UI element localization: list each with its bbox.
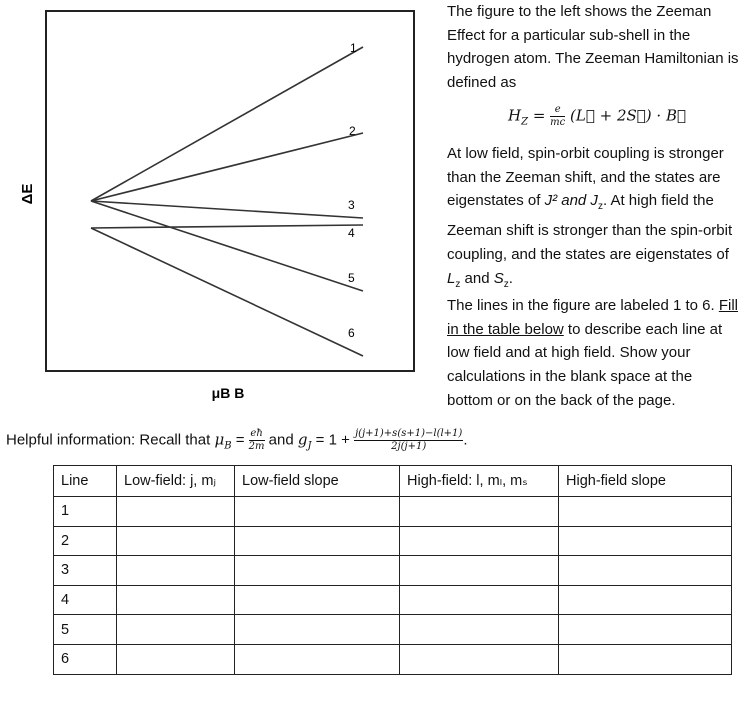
zeeman-line-2 [91, 133, 363, 201]
answer-cell[interactable] [117, 615, 235, 645]
answer-cell[interactable] [235, 526, 400, 556]
line-number-cell: 6 [54, 644, 117, 674]
helpful-and: and [264, 431, 298, 449]
zeeman-line-label-1: 1 [350, 41, 357, 55]
zeeman-hamiltonian: $H_Z$ = $\frac{e}{mc}$ (L⃗ + 2S⃗) · B⃗ [508, 104, 686, 128]
header-low-field-slope: Low-field slope [235, 466, 400, 497]
answer-cell[interactable] [235, 644, 400, 674]
p2-text-c: . At high field the Zeeman shift is stronger than the spin-orbit coupling, and the states are eigenstates of [447, 192, 733, 263]
zeeman-line-label-6: 6 [348, 326, 355, 340]
answer-cell[interactable] [559, 526, 732, 556]
answer-table [53, 465, 732, 675]
p2-and: and [460, 269, 494, 287]
zeeman-line-label-4: 4 [348, 226, 355, 240]
plot-frame [46, 11, 414, 371]
answer-cell[interactable] [400, 615, 559, 645]
answer-cell[interactable] [400, 526, 559, 556]
zeeman-line-label-5: 5 [348, 271, 355, 285]
p2-lz-subscript: z [455, 278, 461, 290]
zeeman-line-4 [91, 225, 363, 228]
instructions-paragraph [447, 294, 739, 413]
g-numerator: j(j+1)+s(s+1)−l(l+1) [355, 428, 463, 439]
line-number-cell: 1 [54, 497, 117, 527]
p3-text-b: to describe each line at low field and at high field. Show your calculations in the blank space at the bottom or on the back of the page. [447, 320, 723, 409]
g-symbol: g [297, 430, 308, 449]
zeeman-line-1 [91, 47, 363, 201]
g-subscript: J [307, 440, 312, 452]
table-header-row [54, 466, 732, 497]
answer-cell[interactable] [400, 497, 559, 527]
zeeman-line-label-2: 2 [349, 124, 356, 138]
line-number-cell: 5 [54, 615, 117, 645]
answer-cell[interactable] [117, 644, 235, 674]
answer-cell[interactable] [559, 556, 732, 586]
table-row [54, 556, 732, 586]
zeeman-figure [0, 0, 440, 420]
hz-symbol: H [508, 106, 522, 125]
hz-operator: (L⃗ + 2S⃗) · B⃗ [570, 106, 686, 125]
helpful-lead: Helpful information: Recall that [6, 431, 215, 449]
table-row [54, 526, 732, 556]
line-number-cell: 2 [54, 526, 117, 556]
y-axis-label: ΔE [19, 183, 36, 205]
g-denominator: 2j(j+1) [391, 441, 427, 452]
p2-l-operator: L [447, 269, 456, 287]
p2-sz-subscript: z [503, 278, 509, 290]
answer-cell[interactable] [235, 556, 400, 586]
answer-cell[interactable] [400, 556, 559, 586]
answer-cell[interactable] [235, 497, 400, 527]
p2-text-a: At low field, spin-orbit coupling is stronger than the Zeeman shift, and the states are eigenstates of [447, 145, 724, 210]
hz-subscript: Z [521, 116, 529, 128]
table-row [54, 497, 732, 527]
hz-numerator: e [550, 104, 565, 117]
mu-numerator: eħ [250, 428, 263, 439]
mu-fraction [249, 428, 265, 453]
table-row [54, 644, 732, 674]
answer-cell[interactable] [235, 615, 400, 645]
fill-table-instruction: Fill in the table below [447, 297, 739, 338]
answer-cell[interactable] [235, 585, 400, 615]
answer-cell[interactable] [559, 615, 732, 645]
header-line: Line [54, 466, 117, 497]
answer-cell[interactable] [117, 585, 235, 615]
p3-text-a: The lines in the figure are labeled 1 to 6. [447, 297, 719, 314]
p2-period: . [508, 269, 513, 287]
g-equals: = 1 + [311, 431, 355, 449]
helpful-end: . [463, 431, 468, 449]
table-row [54, 585, 732, 615]
line-number-cell: 4 [54, 585, 117, 615]
answer-cell[interactable] [400, 585, 559, 615]
mu-subscript: B [224, 440, 232, 452]
table-row [54, 615, 732, 645]
line-number-cell: 3 [54, 556, 117, 586]
intro-paragraph: The figure to the left shows the Zeeman Effect for a particular sub-shell in the hydrogen atom. The Zeeman Hamiltonian is defined as [447, 3, 739, 92]
zeeman-lines [91, 41, 363, 356]
mu-equals: = [231, 431, 249, 449]
hz-denominator: mc [550, 117, 566, 128]
answer-cell[interactable] [559, 585, 732, 615]
p2-jz-subscript: z [597, 201, 603, 213]
answer-cell[interactable] [117, 497, 235, 527]
answer-cell[interactable] [559, 644, 732, 674]
p2-j-operators: J² and J [544, 192, 598, 210]
answer-cell[interactable] [117, 556, 235, 586]
p2-s-operator: S [493, 269, 504, 287]
answer-cell[interactable] [400, 644, 559, 674]
zeeman-line-3 [91, 201, 363, 218]
header-low-field-quantum-numbers: Low-field: j, mⱼ [117, 466, 235, 497]
zeeman-line-5 [91, 201, 363, 291]
header-high-field-quantum-numbers: High-field: l, mₗ, mₛ [400, 466, 559, 497]
helpful-information [6, 428, 468, 453]
mu-denominator: 2m [248, 441, 265, 452]
zeeman-line-6 [91, 228, 363, 356]
header-high-field-slope: High-field slope [559, 466, 732, 497]
g-fraction [354, 428, 463, 453]
x-axis-label: μB B [211, 385, 245, 401]
zeeman-line-label-3: 3 [348, 198, 355, 212]
hz-fraction [550, 104, 565, 129]
field-regimes-paragraph [447, 142, 739, 296]
answer-cell[interactable] [559, 497, 732, 527]
mu-symbol: μ [214, 430, 225, 449]
answer-cell[interactable] [117, 526, 235, 556]
